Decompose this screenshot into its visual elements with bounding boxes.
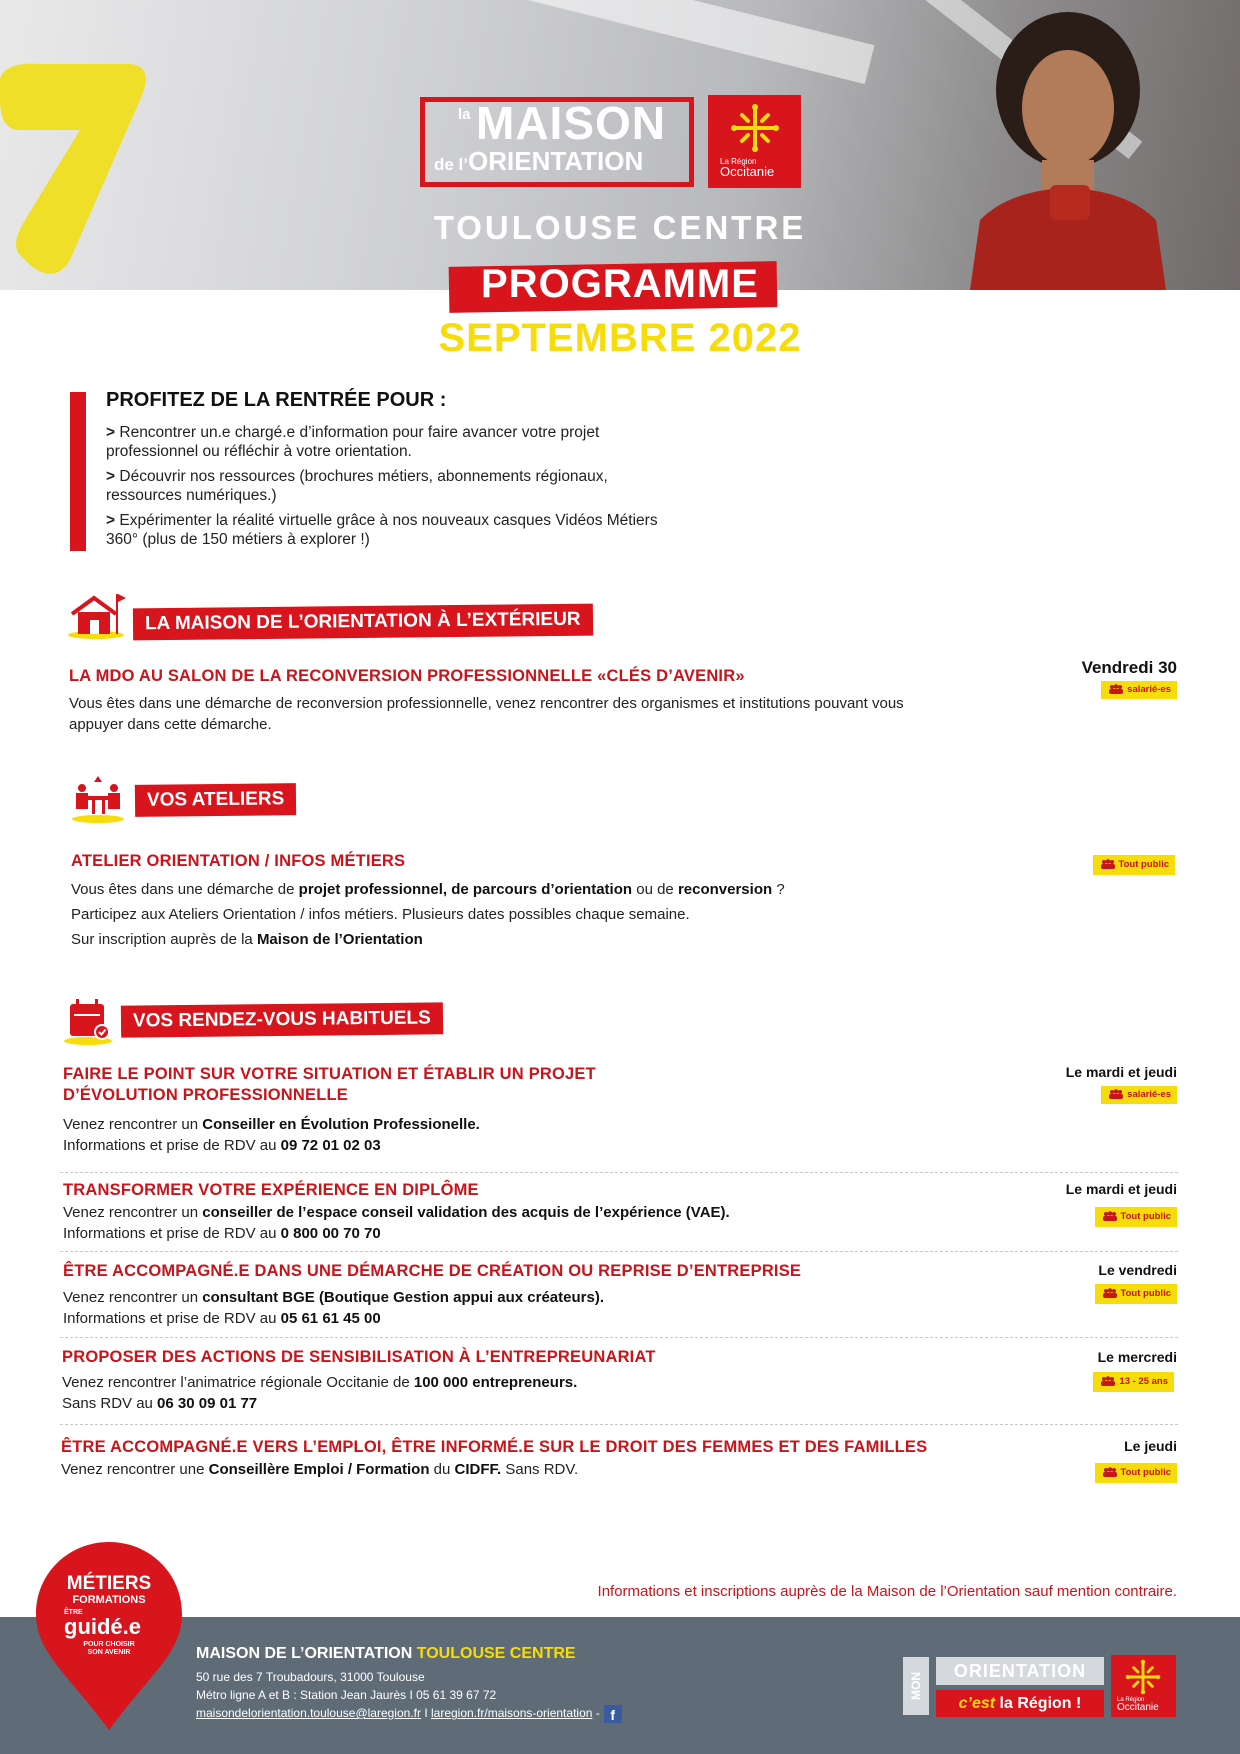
audience-tag: 13 - 25 ans — [1093, 1372, 1174, 1392]
logo-de: de l’ — [434, 155, 469, 174]
event-title: PROPOSER DES ACTIONS DE SENSIBILISATION À L’ENTREPREUNARIAT — [62, 1348, 656, 1366]
event-title: LA MDO AU SALON DE LA RECONVERSION PROFESSIONNELLE «CLÉS D’AVENIR» — [69, 667, 745, 685]
yellow-brand-shape — [0, 60, 160, 280]
intro-item: > Expérimenter la réalité virtuelle grâce à nos nouveaux casques Vidéos Métiers 360° (plus de 150 métiers à explorer !) — [106, 512, 658, 548]
light-beam — [186, 0, 875, 84]
people-icon — [1109, 684, 1123, 694]
divider — [60, 1251, 1178, 1252]
workshop-icon — [70, 774, 130, 824]
intro-list — [106, 423, 686, 555]
region-name: Occitanie — [720, 164, 775, 179]
section-label-ateliers: VOS ATELIERS — [135, 783, 297, 817]
site-title: TOULOUSE CENTRE — [433, 209, 807, 246]
footer-contact: 50 rue des 7 Troubadours, 31000 Toulouse Métro ligne A et B : Station Jean Jaurès I 05 61 39 67 72 maisondelorientation.toulouse@laregion.fr I laregion.fr/maisons-orientation - f — [196, 1668, 622, 1723]
occitan-cross-icon — [730, 103, 780, 153]
event-day: Le jeudi — [1124, 1438, 1177, 1454]
region-occitanie-logo — [1111, 1655, 1176, 1717]
event-description: Venez rencontrer un consultant BGE (Boutique Gestion appui aux créateurs). Informations et prise de RDV au 05 61 61 45 00 — [63, 1289, 604, 1327]
house-flag-icon — [66, 590, 126, 640]
event-description: Vous êtes dans une démarche de projet professionnel, de parcours d’orientation ou de reconversion ? Participez aux Ateliers Orientation / infos métiers. Plusieurs dates possibles chaque semaine. Sur inscription auprès de la Maison de l’Orientation — [71, 881, 785, 948]
intro-title: PROFITEZ DE LA RENTRÉE POUR : — [106, 389, 447, 411]
footer-title: MAISON DE L’ORIENTATION TOULOUSE CENTRE — [196, 1645, 576, 1662]
event-title: ÊTRE ACCOMPAGNÉ.E DANS UNE DÉMARCHE DE CRÉATION OU REPRISE D’ENTREPRISE — [63, 1262, 802, 1280]
portrait-photo — [950, 10, 1180, 290]
region-occitanie-logo — [708, 95, 801, 188]
people-icon — [1103, 1211, 1117, 1221]
event-title: TRANSFORMER VOTRE EXPÉRIENCE EN DIPLÔME — [63, 1181, 479, 1199]
programme-title: PROGRAMME — [481, 262, 759, 306]
logo-maison: MAISON — [476, 97, 666, 149]
intro-item: > Rencontrer un.e chargé.e d’information pour faire avancer votre projet professionnel ou réfléchir à votre orientation. — [106, 424, 600, 460]
audience-tag: Tout public — [1093, 855, 1175, 875]
event-title: FAIRE LE POINT SUR VOTRE SITUATION ET ÉTABLIR UN PROJET D’ÉVOLUTION PROFESSIONNELLE — [63, 1065, 596, 1104]
region-small: La Région — [720, 157, 757, 166]
event-day: Le mardi et jeudi — [1065, 1181, 1177, 1197]
divider — [60, 1424, 1178, 1425]
maison-orientation-logo — [420, 97, 694, 187]
footer-metro: Métro ligne A et B : Station Jean Jaurès I 05 61 39 67 72 — [196, 1688, 497, 1702]
event-description: Venez rencontrer une Conseillère Emploi / Formation du CIDFF. Sans RDV. — [61, 1461, 579, 1478]
event-description: Venez rencontrer un conseiller de l’espace conseil validation des acquis de l’expérience (VAE). Informations et prise de RDV au 0 800 00 70 70 — [63, 1204, 730, 1242]
facebook-icon[interactable]: f — [604, 1705, 622, 1723]
footer-address: 50 rue des 7 Troubadours, 31000 Toulouse — [196, 1670, 425, 1684]
event-title: ATELIER ORIENTATION / INFOS MÉTIERS — [71, 852, 406, 870]
pin-formations: FORMATIONS — [72, 1594, 146, 1606]
pin-etre: ÊTRE — [64, 1609, 83, 1616]
intro-accent-bar — [70, 392, 86, 551]
people-icon — [1103, 1288, 1117, 1298]
section-label-rdv: VOS RENDEZ-VOUS HABITUELS — [121, 1002, 443, 1037]
pin-tagline: POUR CHOISIR SON AVENIR — [83, 1641, 135, 1656]
pin-metiers: MÉTIERS — [66, 1573, 152, 1594]
people-icon — [1101, 859, 1115, 869]
event-day: Le mercredi — [1097, 1349, 1177, 1365]
audience-tag: salarié-es — [1101, 681, 1177, 699]
divider — [60, 1337, 1178, 1338]
info-note: Informations et inscriptions auprès de la Maison de l’Orientation sauf mention contraire. — [597, 1583, 1177, 1600]
programme-date: SEPTEMBRE 2022 — [438, 316, 802, 360]
audience-tag: Tout public — [1095, 1284, 1177, 1304]
logo-orientation-word: ORIENTATION — [468, 146, 644, 176]
event-day: Le vendredi — [1098, 1262, 1177, 1278]
event-title: ÊTRE ACCOMPAGNÉ.E VERS L’EMPLOI, ÊTRE INFORMÉ.E SUR LE DROIT DES FEMMES ET DES FAMILLES — [61, 1438, 928, 1456]
audience-tag: salarié-es — [1101, 1086, 1177, 1104]
email-link[interactable]: maisondelorientation.toulouse@laregion.fr — [196, 1706, 421, 1720]
region-logo-text: La Région Occitanie — [1117, 1697, 1159, 1713]
logo-la: la — [458, 106, 471, 123]
event-description: Venez rencontrer l’animatrice régionale Occitanie de 100 000 entrepreneurs. Sans RDV au 06 30 09 01 77 — [62, 1374, 578, 1412]
people-icon — [1101, 1376, 1115, 1386]
intro-item: > Découvrir nos ressources (brochures métiers, abonnements régionaux, ressources numériques.) — [106, 468, 608, 504]
event-description: Venez rencontrer un Conseiller en Évolution Professionelle. Informations et prise de RDV au 09 72 01 02 03 — [63, 1116, 480, 1154]
website-link[interactable]: laregion.fr/maisons-orientation — [431, 1706, 593, 1720]
audience-tag: Tout public — [1095, 1463, 1177, 1483]
occitan-cross-icon — [1125, 1659, 1161, 1695]
cest-la-region-label: c’est la Région ! — [936, 1690, 1104, 1717]
people-icon — [1109, 1089, 1123, 1099]
logo-orientation — [434, 147, 643, 179]
people-icon — [1103, 1467, 1117, 1477]
calendar-check-icon — [62, 996, 122, 1046]
section-label-exterieur: LA MAISON DE L’ORIENTATION À L’EXTÉRIEUR — [133, 604, 593, 641]
event-day: Le mardi et jeudi — [1065, 1064, 1177, 1080]
event-description: Vous êtes dans une démarche de reconversion professionnelle, venez rencontrer des organismes et institutions pouvant vous appuyer dans cette démarche. — [69, 695, 904, 733]
pin-guidee: guidé.e — [64, 1614, 142, 1639]
event-day: Vendredi 30 — [1081, 658, 1177, 677]
audience-tag: Tout public — [1095, 1207, 1177, 1227]
orientation-label: ORIENTATION — [936, 1657, 1104, 1685]
location-pin-badge — [36, 1542, 182, 1730]
mon-label: MON — [909, 1672, 923, 1700]
divider — [60, 1172, 1178, 1173]
region-logo-text — [720, 157, 774, 179]
